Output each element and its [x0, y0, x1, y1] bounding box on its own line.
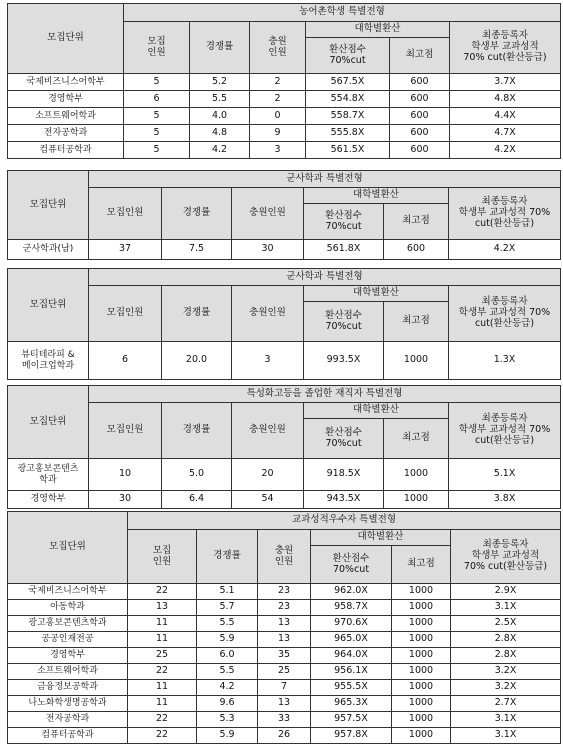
table-row: 나노화학생명공학과 11 9.6 13 965.3X 1000 2.7X	[8, 696, 561, 712]
header-quota: 모집 인원	[124, 22, 190, 74]
header-score: 환산점수 70%cut	[311, 546, 392, 584]
table-title: 군사학과 특별전형	[89, 171, 561, 188]
table-row: 아동학과 13 5.7 23 958.7X 1000 3.1X	[8, 600, 561, 616]
table-row: 소프트웨어학과 5 4.0 0 558.7X 600 4.4X	[8, 108, 561, 125]
header-final: 최종등록자 학생부 교과성적 70% cut(환산등급)	[450, 22, 561, 74]
header-final: 최종등록자 학생부 교과성적 70% cut(환산등급)	[451, 530, 561, 584]
header-competition: 경쟁률	[162, 286, 232, 342]
header-final: 최종등록자 학생부 교과성적 70% cut(환산등급)	[449, 403, 561, 459]
table-military-2	[7, 268, 561, 380]
header-dept: 모집단위	[8, 512, 128, 584]
header-quota: 모집 인원	[128, 530, 197, 584]
table-rural-students	[7, 3, 561, 159]
header-score: 환산점수 70%cut	[304, 419, 384, 459]
table-row: 금융정보공학과 11 4.2 7 955.5X 1000 3.2X	[8, 680, 561, 696]
header-fill: 충원인원	[232, 403, 304, 459]
header-max: 최고점	[390, 38, 450, 74]
header-score: 환산점수 70%cut	[306, 38, 390, 74]
table-row: 국제비즈니스어학부 22 5.1 23 962.0X 1000 2.9X	[8, 584, 561, 600]
header-univ-conversion: 대학별환산	[311, 530, 451, 546]
table-row: 전자공학과 5 4.8 9 555.8X 600 4.7X	[8, 125, 561, 142]
table-title: 특성화고등을 졸업한 재직자 특별전형	[89, 386, 561, 403]
table-row: 뷰티테라피 & 메이크업학과 6 20.0 3 993.5X 1000 1.3X	[8, 342, 561, 380]
header-univ-conversion: 대학별환산	[304, 286, 449, 302]
table-row: 경영학부 25 6.0 35 964.0X 1000 2.8X	[8, 648, 561, 664]
table-military-1	[7, 170, 561, 260]
header-univ-conversion: 대학별환산	[306, 22, 450, 38]
header-dept: 모집단위	[8, 171, 89, 240]
header-univ-conversion: 대학별환산	[304, 403, 449, 419]
header-final: 최종등록자 학생부 교과성적 70% cut(환산등급)	[449, 188, 561, 240]
table-title: 농어촌학생 특별전형	[124, 4, 561, 22]
header-quota: 모집인원	[89, 286, 162, 342]
header-max: 최고점	[392, 546, 451, 584]
header-max: 최고점	[384, 419, 449, 459]
table-row: 컴퓨터공학과 22 5.9 26 957.8X 1000 3.1X	[8, 728, 561, 744]
header-quota: 모집인원	[89, 188, 162, 240]
table-title: 군사학과 특별전형	[89, 269, 561, 286]
table-row: 공공인재전공 11 5.9 13 965.0X 1000 2.8X	[8, 632, 561, 648]
header-competition: 경쟁률	[197, 530, 258, 584]
header-score: 환산점수 70%cut	[304, 302, 384, 342]
table-row: 컴퓨터공학과 5 4.2 3 561.5X 600 4.2X	[8, 142, 561, 159]
header-quota: 모집인원	[89, 403, 162, 459]
table-row: 광고홍보콘텐츠 학과 10 5.0 20 918.5X 1000 5.1X	[8, 459, 561, 491]
header-competition: 경쟁률	[162, 188, 232, 240]
table-row: 군사학과(남) 37 7.5 30 561.8X 600 4.2X	[8, 240, 561, 260]
table-row: 전자공학과 22 5.3 33 957.5X 1000 3.1X	[8, 712, 561, 728]
header-max: 최고점	[384, 302, 449, 342]
table-row: 소프트웨어학과 22 5.5 25 956.1X 1000 3.2X	[8, 664, 561, 680]
header-fill: 충원인원	[232, 286, 304, 342]
header-score: 환산점수 70%cut	[304, 204, 384, 240]
header-dept: 모집단위	[8, 269, 89, 342]
header-fill: 충원인원	[232, 188, 304, 240]
header-dept: 모집단위	[8, 386, 89, 459]
header-fill: 충원 인원	[258, 530, 311, 584]
table-row: 경영학부 6 5.5 2 554.8X 600 4.8X	[8, 91, 561, 108]
header-univ-conversion: 대학별환산	[304, 188, 449, 204]
header-final: 최종등록자 학생부 교과성적 70% cut(환산등급)	[449, 286, 561, 342]
table-title: 교과성적우수자 특별전형	[128, 512, 561, 530]
header-competition: 경쟁률	[162, 403, 232, 459]
header-max: 최고점	[384, 204, 449, 240]
table-specialized-hs-workers	[7, 385, 561, 509]
header-dept: 모집단위	[8, 4, 124, 74]
header-fill: 충원 인원	[250, 22, 306, 74]
table-row: 국제비즈니스어학부 5 5.2 2 567.5X 600 3.7X	[8, 74, 561, 91]
table-row: 광고홍보콘텐츠학과 11 5.5 13 970.6X 1000 2.5X	[8, 616, 561, 632]
table-row: 경영학부 30 6.4 54 943.5X 1000 3.8X	[8, 491, 561, 509]
header-competition: 경쟁률	[190, 22, 250, 74]
table-top-grades	[7, 511, 561, 744]
